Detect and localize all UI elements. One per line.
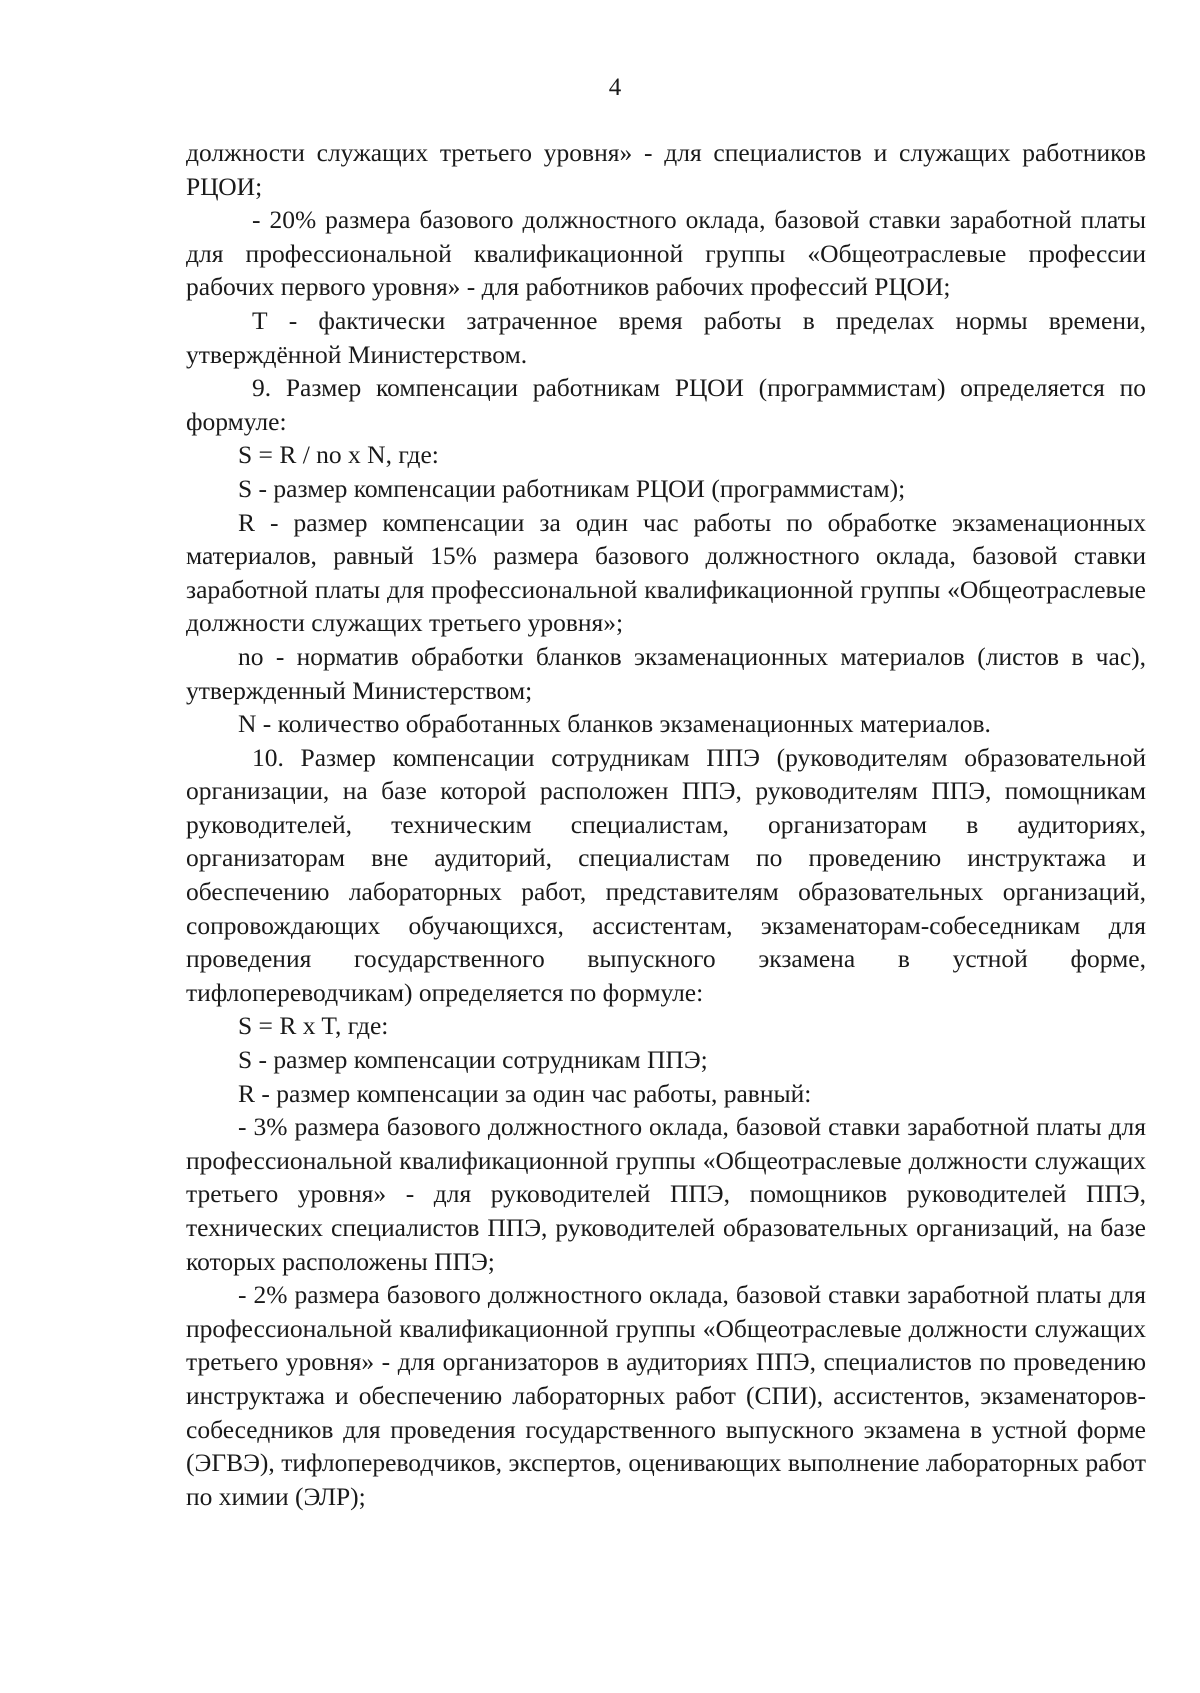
paragraph-n-definition: N - количество обработанных бланков экзаменационных материалов. [238,709,991,739]
paragraph-no-definition: no - норматив обработки бланков экзаменационных материалов (листов в час), утвержденный Министерством; [186,641,1146,705]
paragraph-s-definition-rcoi: S - размер компенсации работникам РЦОИ (программистам); [238,473,906,503]
paragraph-rate-20-percent: - 20% размера базового должностного оклада, базовой ставки заработной платы для профессиональной квалификационной группы «Общеотраслевые профессии рабочих первого уровня» - для работников рабочих профессий РЦОИ; [186,205,1146,302]
paragraph-r-definition-ppe: R - размер компенсации за один час работы, равный: [238,1078,812,1108]
formula-programmers: S = R / no x N, где: [238,440,439,470]
paragraph-s-definition-ppe: S - размер компенсации сотрудникам ППЭ; [238,1045,708,1075]
page-number: 4 [608,74,622,101]
paragraph-r-definition-rcoi: R - размер компенсации за один час работы по обработке экзаменационных материалов, равный 15% размера базового должностного оклада, базовой ставки заработной платы для профессиональной квалификационной группы «Общеотраслевые должности служащих третьего уровня»; [186,507,1146,638]
formula-ppe: S = R x T, где: [238,1011,389,1041]
paragraph-continuation: должности служащих третьего уровня» - для специалистов и служащих работников РЦОИ; [186,138,1146,201]
paragraph-rate-2-percent: - 2% размера базового должностного оклада, базовой ставки заработной платы для профессиональной квалификационной группы «Общеотраслевые должности служащих третьего уровня» - для организаторов в аудиториях ППЭ, специалистов по проведению инструктажа и обеспечению лабораторных работ (СПИ), ассистентов, экзаменаторов-собеседников для проведения государственного выпускного экзамена в устной форме (ЭГВЭ), тифлопереводчиков, экспертов, оценивающих выполнение лабораторных работ по химии (ЭЛР); [186,1280,1146,1511]
paragraph-item-10: 10. Размер компенсации сотрудникам ППЭ (руководителям образовательной организации, на базе которой расположен ППЭ, руководителям ППЭ, помощникам руководителей, техническим специалистам, организаторам в аудиториях, организаторам вне аудиторий, специалистам по проведению инструктажа и обеспечению лабораторных работ, представителям образовательных организаций, сопровождающих обучающихся, ассистентам, экзаменаторам-собеседникам для проведения государственного выпускного экзамена в устной форме, тифлопереводчикам) определяется по формуле: [186,742,1146,1007]
document-body [186,136,1146,1513]
paragraph-rate-3-percent: - 3% размера базового должностного оклада, базовой ставки заработной платы для профессиональной квалификационной группы «Общеотраслевые должности служащих третьего уровня» - для руководителей ППЭ, помощников руководителей ППЭ, технических специалистов ППЭ, руководителей образовательных организаций, на базе которых расположены ППЭ; [186,1112,1146,1276]
paragraph-t-definition: Т - фактически затраченное время работы в пределах нормы времени, утверждённой Министерством. [186,305,1146,369]
paragraph-item-9: 9. Размер компенсации работникам РЦОИ (программистам) определяется по формуле: [186,373,1146,436]
